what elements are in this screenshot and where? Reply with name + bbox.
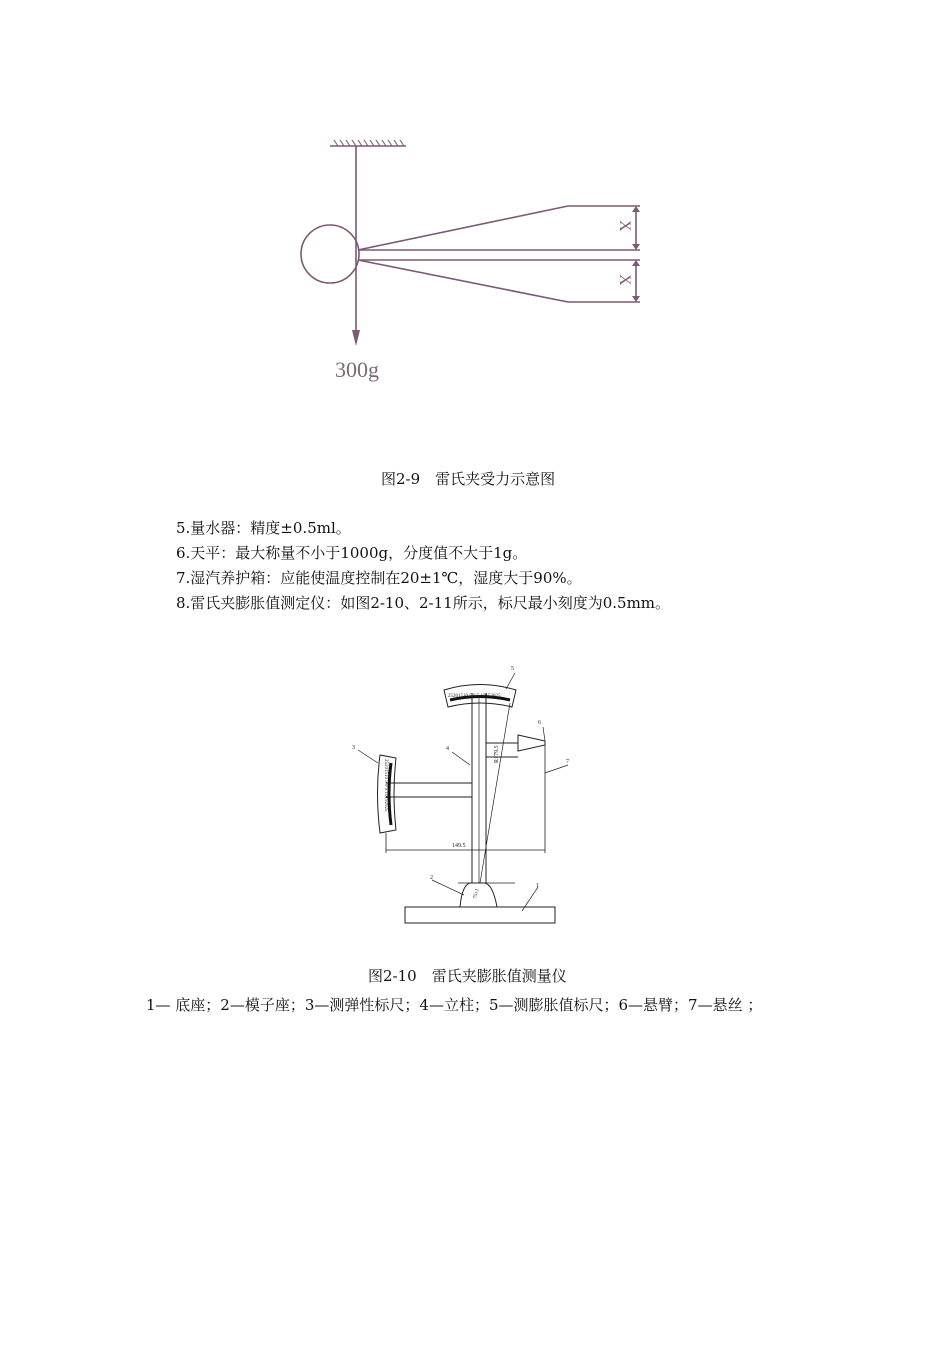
dimension-radius: R179.5 bbox=[494, 745, 500, 763]
list-item-6: 6.天平：最大称量不小于1000g，分度值不大于1g。 bbox=[176, 544, 528, 562]
x-label-lower: X bbox=[616, 274, 633, 286]
callout-3: 3 bbox=[352, 745, 355, 751]
callout-4: 4 bbox=[446, 746, 449, 752]
force-diagram bbox=[290, 120, 670, 420]
dimension-horizontal: 149.5 bbox=[452, 843, 466, 849]
callout-5: 5 bbox=[511, 666, 514, 672]
figure-caption-2-9: 图2-9 雷氏夹受力示意图 bbox=[381, 470, 556, 488]
expansion-measuring-instrument-diagram bbox=[340, 655, 580, 935]
figure-caption-2-10: 图2-10 雷氏夹膨胀值测量仪 bbox=[368, 967, 567, 985]
callout-1: 1 bbox=[536, 883, 539, 889]
callout-6: 6 bbox=[538, 720, 541, 726]
list-item-8: 8.雷氏夹膨胀值测定仪：如图2-10、2-11所示，标尺最小刻度为0.5mm。 bbox=[176, 594, 671, 612]
callout-7: 7 bbox=[566, 759, 569, 765]
top-scale-text: 25201510 5 0 5 10152025 bbox=[448, 694, 501, 699]
list-item-5: 5.量水器：精度±0.5ml。 bbox=[176, 519, 351, 537]
callout-2: 2 bbox=[430, 875, 433, 881]
load-label: 300g bbox=[335, 357, 379, 382]
dimension-small: 75±1 bbox=[473, 888, 481, 900]
x-label-upper: X bbox=[616, 220, 633, 232]
list-item-7: 7.湿汽养护箱：应能使温度控制在20±1℃，湿度大于90%。 bbox=[176, 569, 582, 587]
left-scale-text: 25201510 5 0 5 10152025 bbox=[383, 759, 388, 812]
figure-legend: 1— 底座；2—模子座；3—测弹性标尺；4—立柱；5—测膨胀值标尺；6—悬臂；7—悬丝 ； bbox=[146, 996, 763, 1014]
